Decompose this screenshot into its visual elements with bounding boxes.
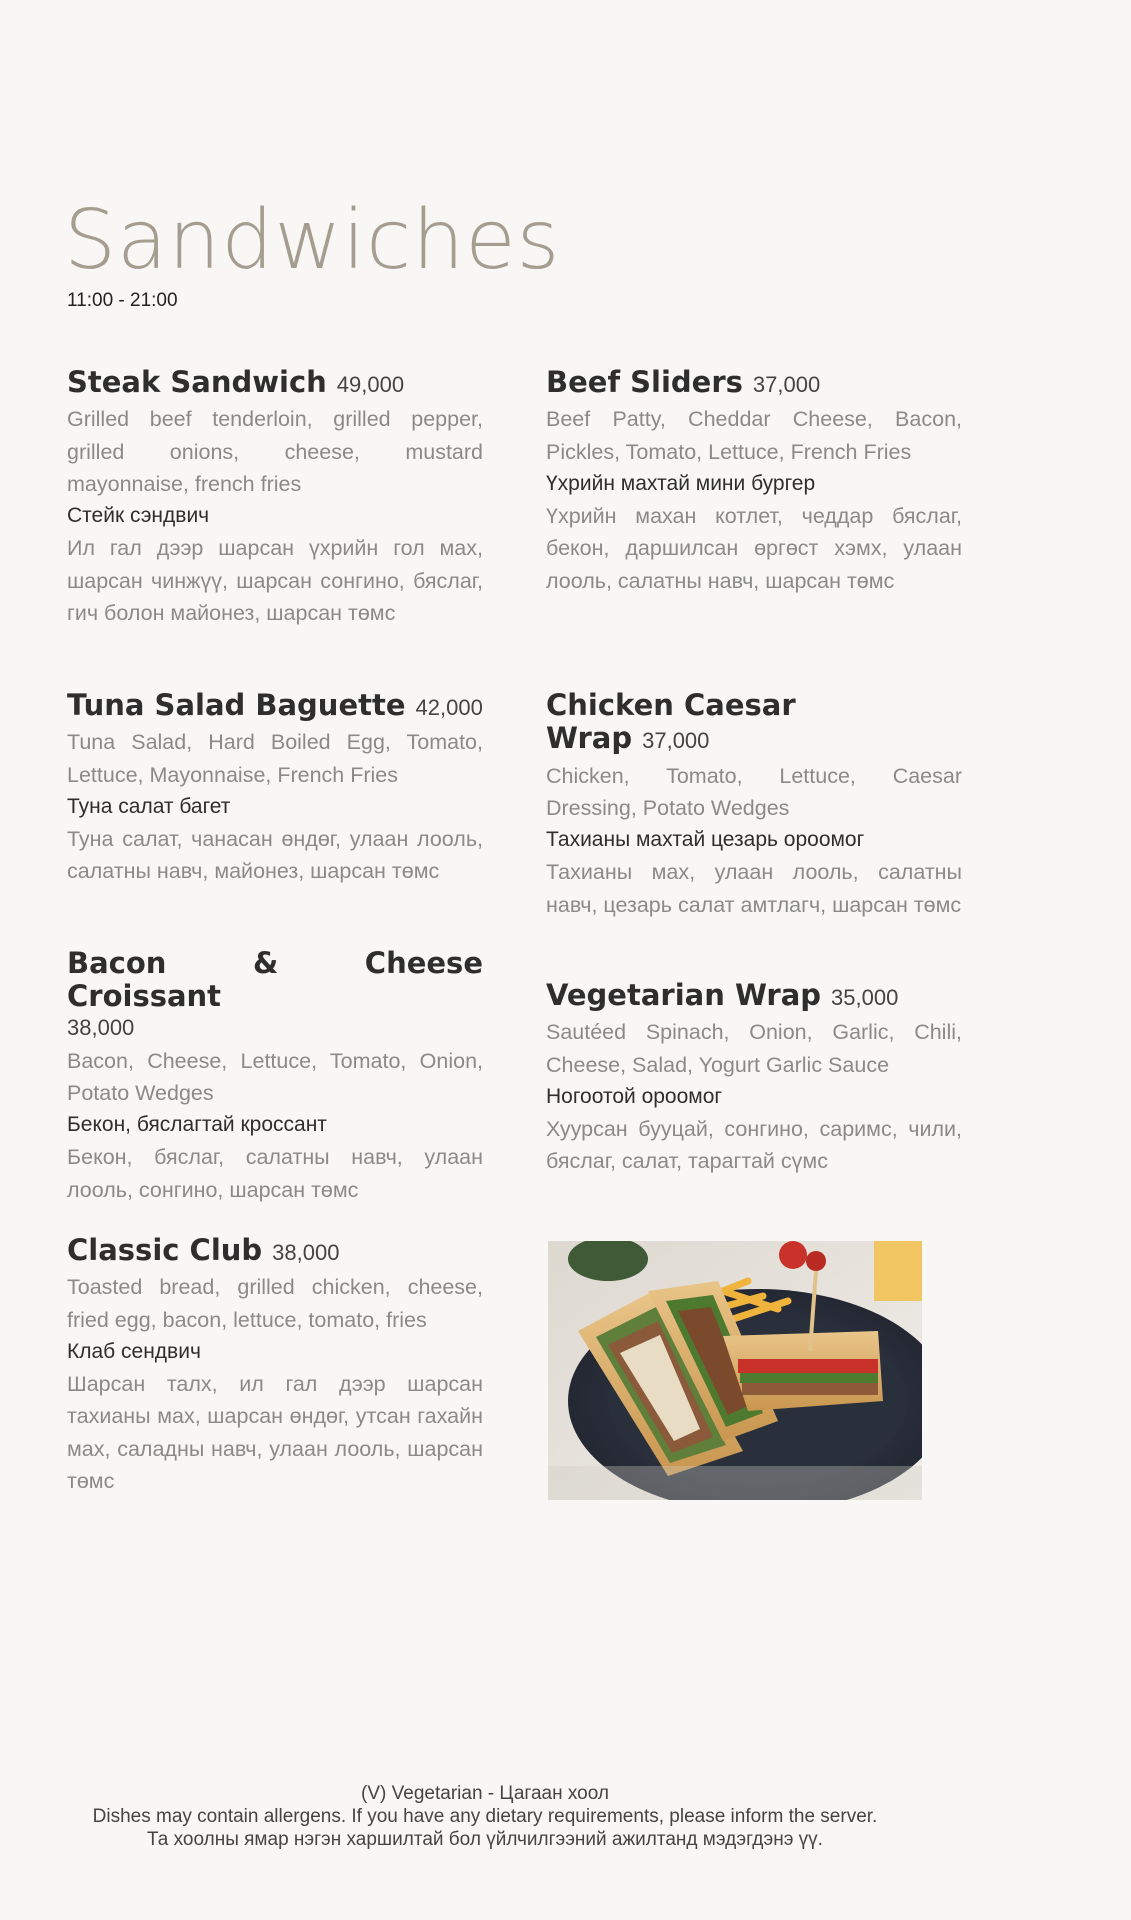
item-description: Grilled beef tenderloin, grilled pepper, grilled onions, cheese, mustard mayonnaise, french fries xyxy=(67,407,483,496)
menu-item-vegetarian-wrap xyxy=(546,979,962,1178)
item-heading xyxy=(546,979,962,1012)
item-price: 42,000 xyxy=(415,695,483,720)
item-description-mn: Хуурсан бууцай, сонгино, саримс, чили, бяслаг, салат, тарагтай сүмс xyxy=(546,1116,962,1174)
item-description-mn: Үхрийн махан котлет, чеддар бяслаг, бекон, даршилсан өргөст хэмх, улаан лооль, салатны навч, шарсан төмс xyxy=(546,503,962,593)
item-name: Classic Club xyxy=(67,1233,263,1267)
item-name: Vegetarian Wrap xyxy=(546,978,822,1012)
menu-footer xyxy=(0,1782,970,1851)
item-price: 49,000 xyxy=(336,372,405,397)
menu-item-steak-sandwich xyxy=(67,366,483,629)
vegetarian-legend: (V) Vegetarian - Цагаан хоол xyxy=(361,1783,609,1804)
menu-item-beef-sliders xyxy=(546,366,962,597)
item-description: Bacon, Cheese, Lettuce, Tomato, Onion, Potato Wedges xyxy=(67,1048,483,1105)
item-heading xyxy=(546,366,962,399)
item-description: Toasted bread, grilled chicken, cheese, fried egg, bacon, lettuce, tomato, fries xyxy=(67,1275,483,1332)
item-description: Beef Patty, Cheddar Cheese, Bacon, Pickles, Tomato, Lettuce, French Fries xyxy=(546,407,962,464)
section-title: Sandwiches xyxy=(64,193,561,288)
club-sandwich-photo xyxy=(548,1241,922,1500)
menu-item-tuna-salad-baguette xyxy=(67,689,483,888)
item-description: Tuna Salad, Hard Boiled Egg, Tomato, Lettuce, Mayonnaise, French Fries xyxy=(67,730,483,787)
item-name-mn: Стейк сэндвич xyxy=(67,504,210,528)
item-price: 38,000 xyxy=(272,1240,340,1265)
menu-item-bacon-cheese-croissant xyxy=(67,947,483,1206)
item-name-mn: Ногоотой ороомог xyxy=(546,1084,723,1108)
item-description-mn: Бекон, бяслаг, салатны навч, улаан лооль, сонгино, шарсан төмс xyxy=(67,1145,483,1202)
serving-hours: 11:00 - 21:00 xyxy=(67,290,178,311)
menu-item-chicken-caesar-wrap xyxy=(546,689,962,921)
item-heading xyxy=(546,689,962,756)
item-name-mn: Тахианы махтай цезарь ороомог xyxy=(546,828,865,852)
item-name: Steak Sandwich xyxy=(67,365,327,399)
item-name-mn: Үхрийн махтай мини бургер xyxy=(546,471,816,495)
item-heading xyxy=(67,947,483,1014)
item-description: Sautéed Spinach, Onion, Garlic, Chili, Cheese, Salad, Yogurt Garlic Sauce xyxy=(546,1020,962,1077)
item-name-mn: Туна салат багет xyxy=(67,794,231,818)
allergen-notice-mn: Та хоолны ямар нэгэн харшилтай бол үйлчилгээний ажилтанд мэдэгдэнэ үү. xyxy=(147,1829,823,1850)
item-price: 37,000 xyxy=(642,728,710,754)
item-name: Chicken Caesar Wrap xyxy=(546,688,796,756)
item-heading xyxy=(67,366,483,399)
item-description: Chicken, Tomato, Lettuce, Caesar Dressing, Potato Wedges xyxy=(546,763,962,820)
item-name: Bacon & Cheese Croissant xyxy=(67,946,483,1014)
item-heading xyxy=(67,1234,483,1267)
item-price: 38,000 xyxy=(67,1014,135,1040)
item-description-mn: Шарсан талх, ил гал дээр шарсан тахианы мах, шарсан өндөг, утсан гахайн мах, саладны навч, улаан лооль, шарсан төмс xyxy=(67,1371,483,1493)
item-description-mn: Ил гал дээр шарсан үхрийн гол мах, шарсан чинжүү, шарсан сонгино, бяслаг, гич болон майонез, шарсан төмс xyxy=(67,536,483,625)
item-price: 35,000 xyxy=(831,985,899,1010)
allergen-notice: Dishes may contain allergens. If you have any dietary requirements, please inform the server. xyxy=(92,1806,878,1827)
item-price: 37,000 xyxy=(752,372,821,397)
item-name: Beef Sliders xyxy=(546,365,743,399)
item-description-mn: Туна салат, чанасан өндөг, улаан лооль, салатны навч, майонез, шарсан төмс xyxy=(67,826,483,884)
item-heading xyxy=(67,689,483,722)
item-name-mn: Бекон, бяслагтай кроссант xyxy=(67,1113,327,1137)
menu-item-classic-club xyxy=(67,1234,483,1497)
item-name-mn: Клаб сендвич xyxy=(67,1339,201,1363)
sandwich-illustration xyxy=(548,1241,922,1500)
item-description-mn: Тахианы мах, улаан лооль, салатны навч, цезарь салат амтлагч, шарсан төмс xyxy=(546,860,962,917)
item-name: Tuna Salad Baguette xyxy=(67,688,406,722)
